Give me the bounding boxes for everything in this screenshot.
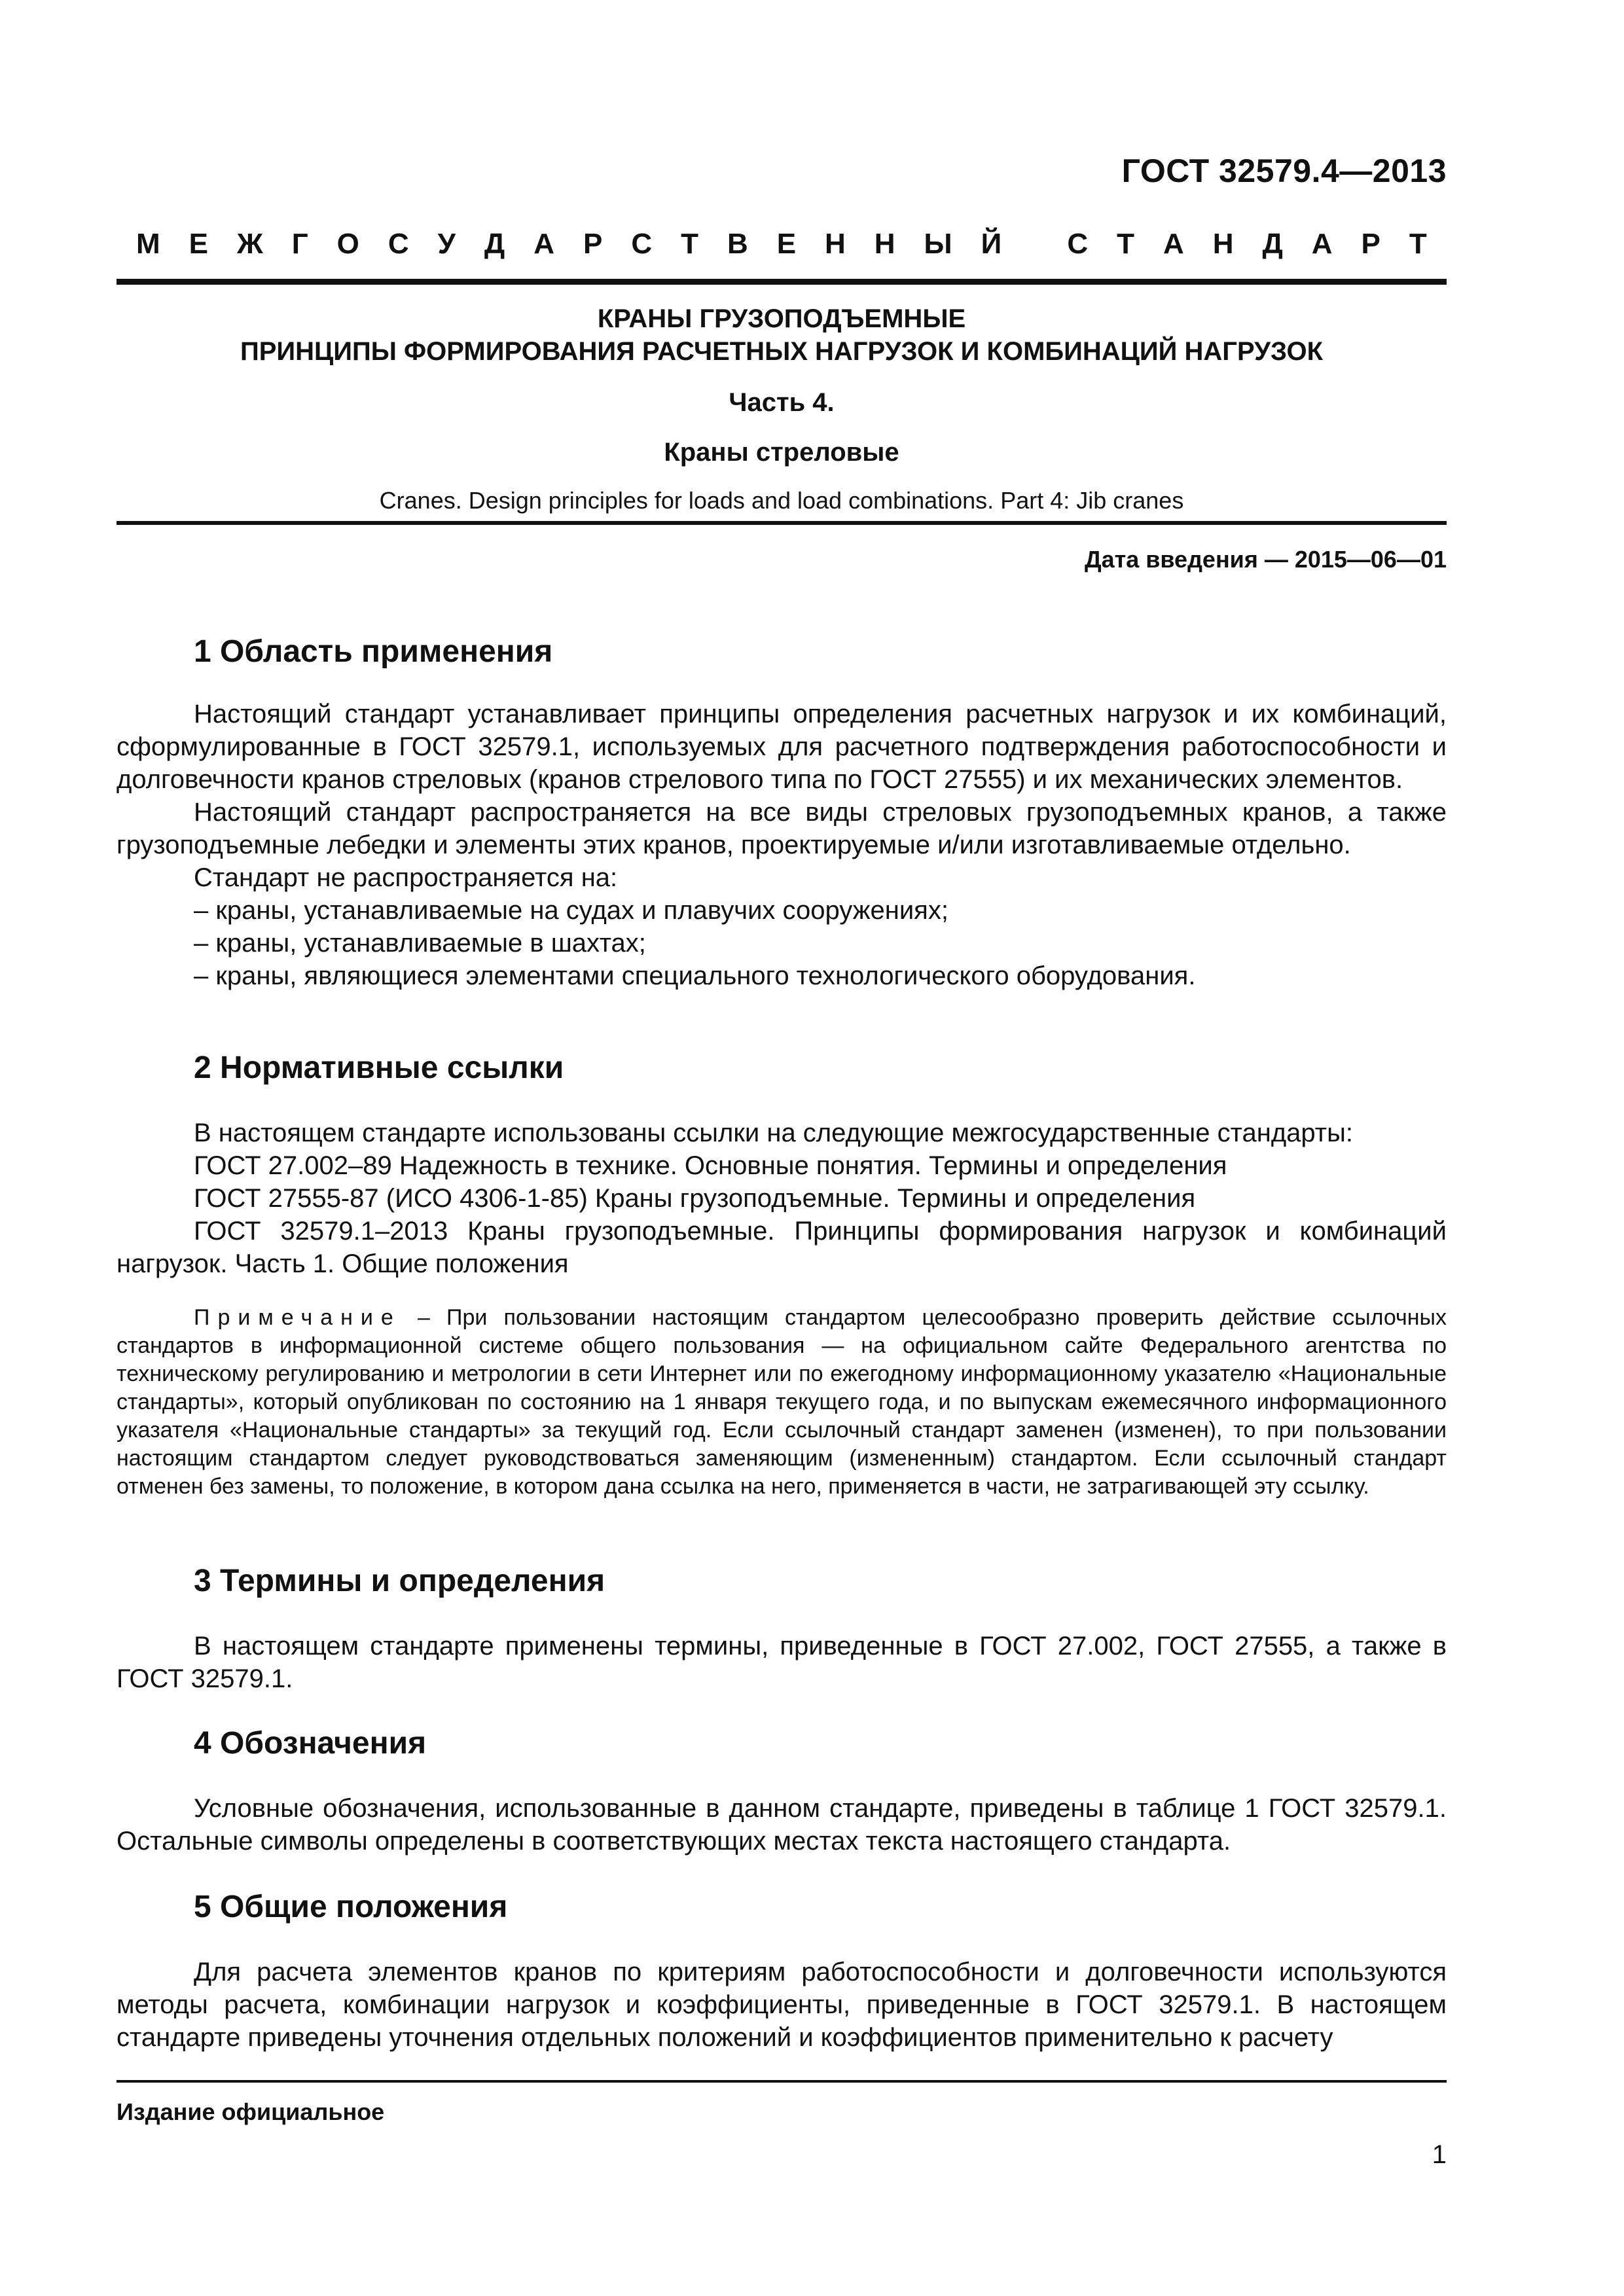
standard-type-letter: Г	[291, 228, 308, 260]
title-block	[117, 302, 1447, 516]
title-line-2: ПРИНЦИПЫ ФОРМИРОВАНИЯ РАСЧЕТНЫХ НАГРУЗОК И КОМБИНАЦИЙ НАГРУЗОК	[240, 337, 1324, 366]
standard-type-letter: С	[1067, 228, 1089, 260]
section-2-body	[117, 1117, 1447, 1280]
section-5-body	[117, 1956, 1447, 2054]
standard-type-letter: А	[533, 228, 555, 260]
section-5-heading: 5 Общие положения	[194, 1890, 508, 1924]
standard-type-letter: Т	[1117, 228, 1134, 260]
section-5-paragraph-1: Для расчета элементов кранов по критериям работоспособности и долговечности используются методы расчета, комбинации нагрузок и коэффициенты, приведенные в ГОСТ 32579.1. В настоящем стандарте приведены уточнения отдельных положений и коэффициентов применительно к расчету	[117, 1958, 1447, 2052]
standard-type-letter: Р	[1361, 228, 1380, 260]
page-number: 1	[1432, 2140, 1447, 2169]
gost-number: ГОСТ 32579.4—2013	[1121, 152, 1447, 189]
standard-type-letter: А	[1163, 228, 1184, 260]
standard-type-letter: Е	[189, 228, 208, 260]
title-part: Часть 4.	[729, 388, 835, 417]
standard-type-letter: С	[388, 228, 409, 260]
footer-divider	[117, 2080, 1447, 2083]
title-line-1: КРАНЫ ГРУЗОПОДЪЕМНЫЕ	[597, 304, 966, 333]
title-subtitle: Краны стреловые	[664, 438, 899, 467]
list-item: – краны, устанавливаемые в шахтах;	[194, 929, 646, 958]
standard-type-heading	[136, 228, 1427, 260]
section-1-body	[117, 698, 1447, 992]
standard-type-letter: Ы	[924, 228, 952, 260]
standard-type-letter: Р	[583, 228, 603, 260]
list-item: – краны, являющиеся элементами специального технологического оборудования.	[194, 961, 1196, 990]
section-1-paragraph-3: Стандарт не распространяется на:	[194, 863, 618, 892]
reference-item: ГОСТ 27.002–89 Надежность в технике. Основные понятия. Термины и определения	[194, 1151, 1227, 1180]
note-label: Примечание	[194, 1305, 401, 1330]
title-english: Cranes. Design principles for loads and load combinations. Part 4: Jib cranes	[379, 487, 1184, 514]
standard-type-letter: Ж	[236, 228, 263, 260]
section-3-paragraph-1: В настоящем стандарте применены термины, приведенные в ГОСТ 27.002, ГОСТ 27555, а также в ГОСТ 32579.1.	[117, 1632, 1447, 1693]
standard-type-letter: Т	[1409, 228, 1427, 260]
section-3-body	[117, 1630, 1447, 1695]
standard-type-letter: Й	[981, 228, 1002, 260]
list-item: – краны, устанавливаемые на судах и плавучих сооружениях;	[194, 896, 948, 925]
reference-item: ГОСТ 27555-87 (ИСО 4306-1-85) Краны грузоподъемные. Термины и определения	[194, 1184, 1196, 1213]
section-1-heading: 1 Область применения	[194, 634, 553, 669]
standard-type-letter: Т	[681, 228, 698, 260]
standard-type-letter: Н	[825, 228, 846, 260]
standard-type-letter	[1030, 228, 1038, 260]
standard-type-letter: Н	[1212, 228, 1234, 260]
edition-label: Издание официальное	[117, 2098, 385, 2125]
standard-type-letter: А	[1311, 228, 1333, 260]
standard-type-letter: О	[336, 228, 359, 260]
standard-type-letter: Е	[776, 228, 797, 260]
standard-type-letter: В	[727, 228, 748, 260]
standard-type-letter: Н	[874, 228, 895, 260]
intro-date: Дата введения — 2015—06—01	[1084, 546, 1447, 573]
section-2-heading: 2 Нормативные ссылки	[194, 1050, 564, 1085]
note-text: – При пользовании настоящим стандартом целесообразно проверить действие ссылочных стандартов в информационной системе общего пользования — на официальном сайте Федерального агентства по техническому регулированию и метрологии в сети Интернет или по ежегодному информационному указателю «Национальные стандарты», который опубликован по состоянию на 1 января текущего года, и по выпускам ежемесячного информационного указателя «Национальные стандарты» за текущий год. Если ссылочный стандарт заменен (изменен), то при пользовании настоящим стандартом следует руководствоваться заменяющим (измененным) стандартом. Если ссылочный стандарт отменен без замены, то положение, в котором дана ссылка на него, применяется в части, не затрагивающей эту ссылку.	[117, 1305, 1447, 1499]
top-divider	[117, 279, 1447, 285]
standard-type-letter: Д	[1262, 228, 1283, 260]
reference-item: ГОСТ 32579.1–2013 Краны грузоподъемные. Принципы формирования нагрузок и комбинаций нагрузок. Часть 1. Общие положения	[117, 1217, 1447, 1278]
note-paragraph	[117, 1304, 1447, 1501]
standard-type-letter: С	[631, 228, 653, 260]
section-1-paragraph-1: Настоящий стандарт устанавливает принципы определения расчетных нагрузок и их комбинаций, сформулированные в ГОСТ 32579.1, используемых для расчетного подтверждения работоспособности и долговечности кранов стреловых (кранов стрелового типа по ГОСТ 27555) и их механических элементов.	[117, 700, 1447, 794]
standard-type-letter: У	[437, 228, 456, 260]
section-1-paragraph-2: Настоящий стандарт распространяется на все виды стреловых грузоподъемных кранов, а также грузоподъемные лебедки и элементы этих кранов, проектируемые и/или изготавливаемые отдельно.	[117, 798, 1447, 859]
standard-type-letter: Д	[484, 228, 505, 260]
standard-type-letter: М	[136, 228, 160, 260]
section-2-paragraph-1: В настоящем стандарте использованы ссылки на следующие межгосударственные стандарты:	[194, 1119, 1353, 1147]
section-3-heading: 3 Термины и определения	[194, 1564, 605, 1598]
title-divider	[117, 521, 1447, 525]
note-block	[117, 1304, 1447, 1501]
section-4-paragraph-1: Условные обозначения, использованные в данном стандарте, приведены в таблице 1 ГОСТ 32579.1. Остальные символы определены в соответствующих местах текста настоящего стандарта.	[117, 1794, 1447, 1856]
section-4-body	[117, 1792, 1447, 1857]
section-4-heading: 4 Обозначения	[194, 1726, 427, 1761]
